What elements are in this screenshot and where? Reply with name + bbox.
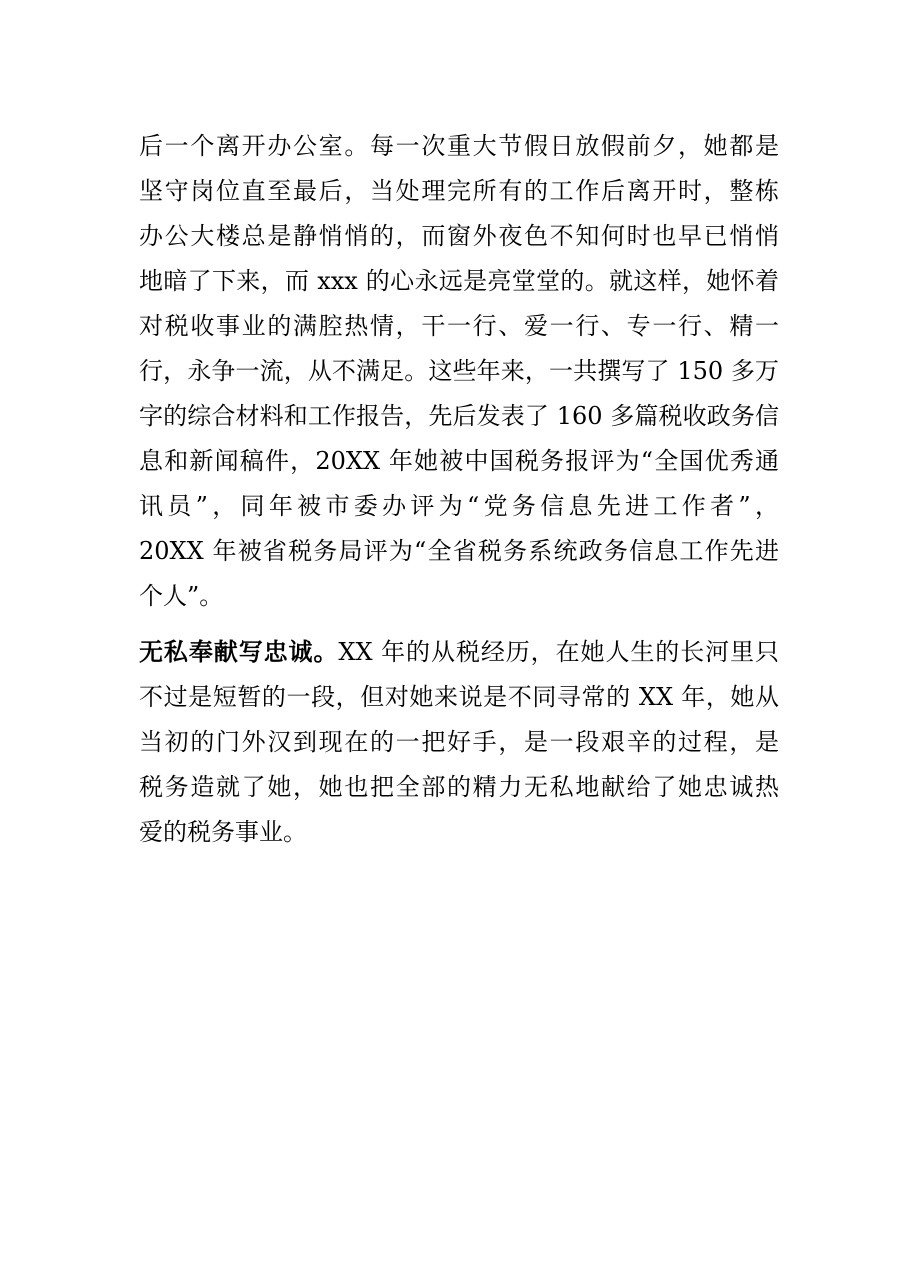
text-line: 不过是短暂的一段，但对她来说是不同寻常的 XX 年，她从 — [139, 683, 779, 711]
text-line: 个人”。 — [139, 582, 224, 610]
text-line: 20XX 年被省税务局评为“全省税务系统政务信息工作先进 — [139, 537, 779, 565]
heading-continuation: XX 年的从税经历，在她人生的长河里只 — [338, 638, 779, 666]
text-line: 税务造就了她，她也把全部的精力无私地献给了她忠诚热 — [139, 773, 779, 801]
text-line: 办公大楼总是静悄悄的，而窗外夜色不知何时也早已悄悄 — [139, 222, 779, 250]
text-line: 后一个离开办公室。每一次重大节假日放假前夕，她都是 — [139, 132, 779, 160]
section-heading: 无私奉献写忠诚。 — [139, 637, 339, 666]
text-line: 对税收事业的满腔热情，干一行、爱一行、专一行、精一 — [139, 312, 779, 340]
text-line: 当初的门外汉到现在的一把好手，是一段艰辛的过程，是 — [139, 728, 779, 756]
paragraph-first-line — [139, 632, 779, 672]
text-line: 爱的税务事业。 — [139, 818, 307, 846]
text-line: 息和新闻稿件，20XX 年她被中国税务报评为“全国优秀通 — [139, 447, 779, 475]
text-line: 行，永争一流，从不满足。这些年来，一共撰写了 150 多万 — [139, 357, 779, 385]
text-line: 讯员”，同年被市委办评为“党务信息先进工作者”， — [139, 492, 779, 520]
text-line: 地暗了下来，而 xxx 的心永远是亮堂堂的。就这样，她怀着 — [139, 267, 779, 295]
text-line: 坚守岗位直至最后，当处理完所有的工作后离开时，整栋 — [139, 177, 779, 205]
text-line: 字的综合材料和工作报告，先后发表了 160 多篇税收政务信 — [139, 402, 779, 430]
